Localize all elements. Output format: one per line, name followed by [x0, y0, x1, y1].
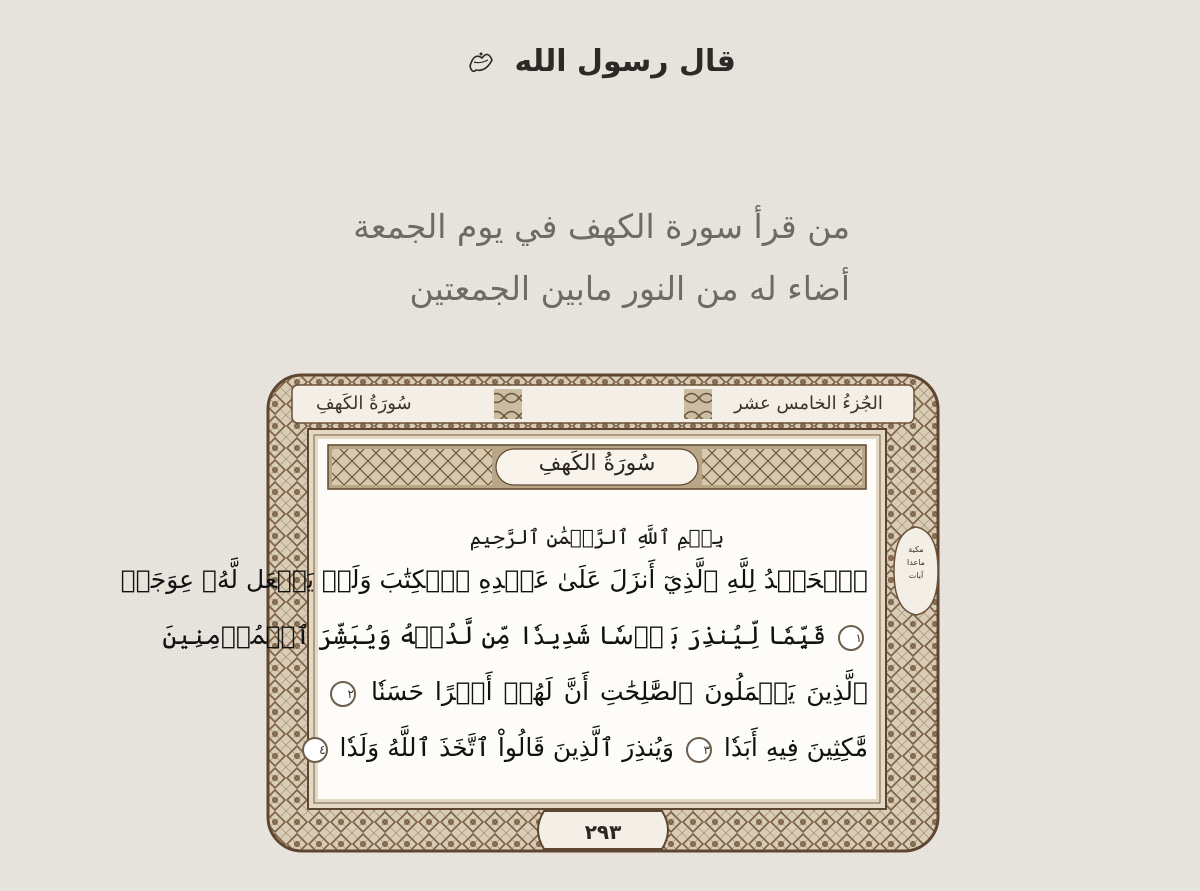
- verse-line: [319, 733, 868, 763]
- revelation-badge: [894, 521, 938, 621]
- ayah-marker: ٤: [302, 737, 328, 763]
- ayah-marker: ١: [838, 625, 864, 651]
- verses-panel: [120, 439, 876, 799]
- verse-line: [326, 677, 868, 707]
- verse-text: وَيُنذِرَ ٱلَّذِينَ قَالُواْ ٱتَّخَذَ ٱللَّهُ وَلَدٗا: [339, 733, 674, 762]
- basmala: بِسۡمِ ٱللَّهِ ٱلرَّحۡمَٰنِ ٱلرَّحِيمِ: [469, 525, 725, 549]
- verse-text: قَيِّمٗا لِّيُنذِرَ بَأۡسٗا شَدِيدٗا مِّن لَّدُنۡهُ وَيُبَشِّرَ ٱلۡمُؤۡمِنِينَ: [162, 621, 827, 650]
- ayah-marker: ٣: [686, 737, 712, 763]
- hadith-quote: [300, 196, 850, 320]
- header-title: قال رسول الله: [514, 44, 736, 79]
- surah-title-band: [328, 445, 866, 489]
- badge-line: ماعدا: [907, 558, 925, 567]
- mushaf-page: [120, 371, 942, 855]
- verse-text: ٱلَّذِينَ يَعۡمَلُونَ ٱلصَّٰلِحَٰتِ أَنَّ لَهُمۡ أَجۡرًا حَسَنٗا: [371, 677, 868, 706]
- quote-line: أضاء له من النور مابين الجمعتين: [409, 269, 850, 308]
- hadith-header: [0, 44, 1200, 80]
- verse-line: [162, 621, 868, 651]
- page-number: ٢٩٣: [584, 820, 622, 844]
- quote-line: من قرأ سورة الكهف في يوم الجمعة: [353, 207, 850, 246]
- juz-label: الجُزءُ الخامس عشر: [734, 393, 883, 414]
- verse-line: [120, 565, 868, 594]
- badge-line: مكية: [908, 545, 924, 554]
- badge-line: آيات: [908, 571, 924, 580]
- ayah-marker: ٢: [330, 681, 356, 707]
- verse-text: ٱلۡحَمۡدُ لِلَّهِ ٱلَّذِيٓ أَنزَلَ عَلَىٰ عَبۡدِهِ ٱلۡكِتَٰبَ وَلَمۡ يَجۡعَل لَّهُۥ عِوَجَاۜ: [120, 565, 868, 594]
- verse-text: مَّٰكِثِينَ فِيهِ أَبَدٗا: [723, 733, 868, 762]
- surah-header-label: سُورَةُ الكَهفِ: [316, 393, 412, 414]
- salawat-glyph-icon: [464, 46, 498, 80]
- surah-title: سُورَةُ الكَهفِ: [538, 451, 656, 476]
